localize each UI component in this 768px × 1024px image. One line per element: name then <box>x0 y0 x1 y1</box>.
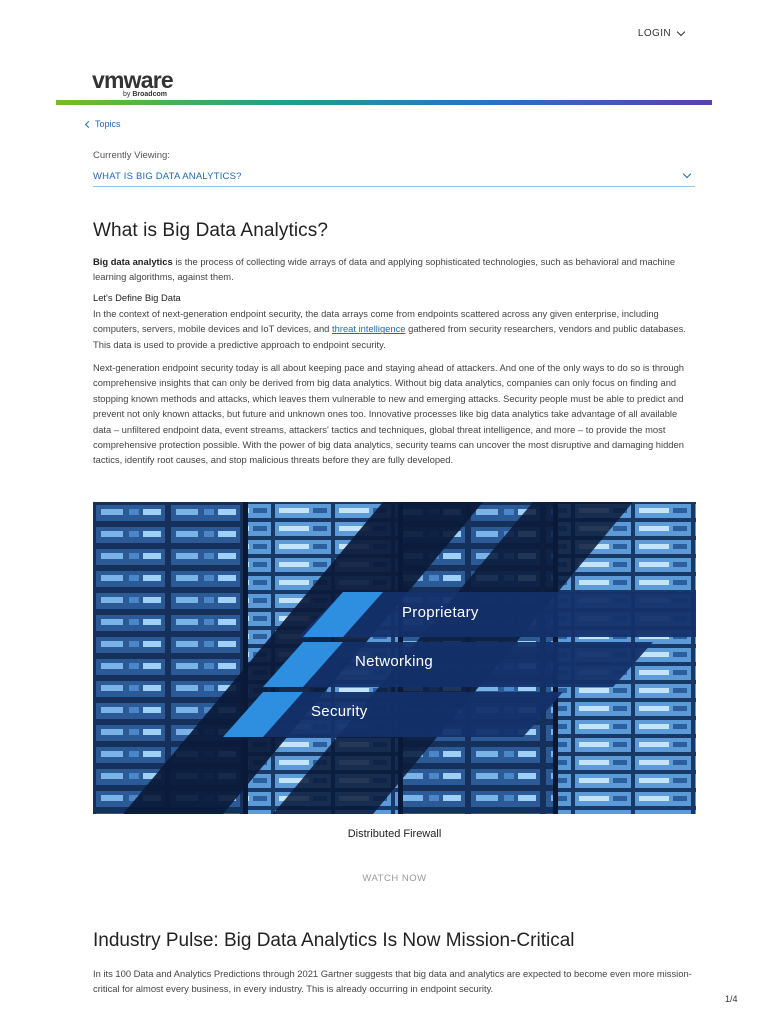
distributed-firewall-video-thumbnail[interactable] <box>93 502 696 814</box>
body-paragraph: Next-generation endpoint security today is all about keeping pace and staying ahead of attackers. And one of the only ways to do so is through comprehensive insights that can only be derived from big data analytics. Without big data analytics, companies can only focus on finding and stopping known methods and attacks, which leaves them vulnerable to new and emerging attacks. Security people must be able to predict and prevent not only known attacks, but future and unknown ones too. Innovative processes like big data analytics take advantage of all available data – unfiltered endpoint data, event streams, attackers' tactics and techniques, global threat intelligence, and more – to provide the most comprehensive protection possible. With the power of big data analytics, security teams can uncover the most disruptive and damaging hidden tactics, identify root causes, and stop malicious threats before they are fully developed. <box>93 362 685 466</box>
login-label: LOGIN <box>637 28 671 39</box>
intro-bold-term: Big data analytics <box>93 256 173 267</box>
brand-gradient-bar <box>56 100 712 105</box>
chevron-down-icon <box>677 27 685 35</box>
banner-label-networking: Networking <box>355 653 434 670</box>
logo-wordmark: vmware <box>92 67 173 93</box>
intro-paragraph <box>93 254 693 285</box>
video-caption: Distributed Firewall <box>347 828 442 840</box>
logo-byline <box>123 91 173 99</box>
page-number: 1/4 <box>725 994 738 1004</box>
define-text-before: In the context of next-generation endpoint security, the data arrays come from endpoints scattered across any given enterprise, including computers, servers, mobile devices and IoT devices, and <box>93 308 659 335</box>
intro-text: is the process of collecting wide arrays of data and applying sophisticated technologies, such as behavioral and machine learning algorithms, against them. <box>93 256 676 283</box>
topic-select-value: WHAT IS BIG DATA ANALYTICS? <box>93 170 242 182</box>
define-text-after: gathered from security researchers, vendors and public databases. This data is used to provide a predictive approach to endpoint security. <box>93 323 686 350</box>
banner-label-security: Security <box>311 703 368 720</box>
threat-intelligence-link[interactable]: threat intelligence <box>332 323 406 335</box>
section-title: Industry Pulse: Big Data Analytics Is Now Mission-Critical <box>93 930 575 951</box>
vmware-logo[interactable] <box>92 68 173 99</box>
logo-by: by <box>123 91 131 98</box>
define-paragraph <box>93 306 693 352</box>
page-title: What is Big Data Analytics? <box>93 220 329 241</box>
watch-now-button[interactable]: WATCH NOW <box>362 873 427 884</box>
login-menu[interactable] <box>638 28 684 39</box>
currently-viewing-label: Currently Viewing: <box>93 150 170 161</box>
logo-parent: Broadcom <box>132 91 167 98</box>
breadcrumb-topics[interactable] <box>86 119 121 129</box>
topic-select[interactable] <box>93 166 695 187</box>
chevron-down-icon <box>683 170 691 178</box>
banner-label-proprietary: Proprietary <box>402 604 479 621</box>
gartner-paragraph: In its 100 Data and Analytics Predictions through 2021 Gartner suggests that big data and analytics are expected to become even more mission-critical for almost every business, in every industry. This is already occurring in endpoint security. <box>93 968 692 995</box>
chevron-left-icon <box>85 120 92 127</box>
breadcrumb-label: Topics <box>95 119 121 129</box>
section-heading: Let's Define Big Data <box>93 292 181 303</box>
